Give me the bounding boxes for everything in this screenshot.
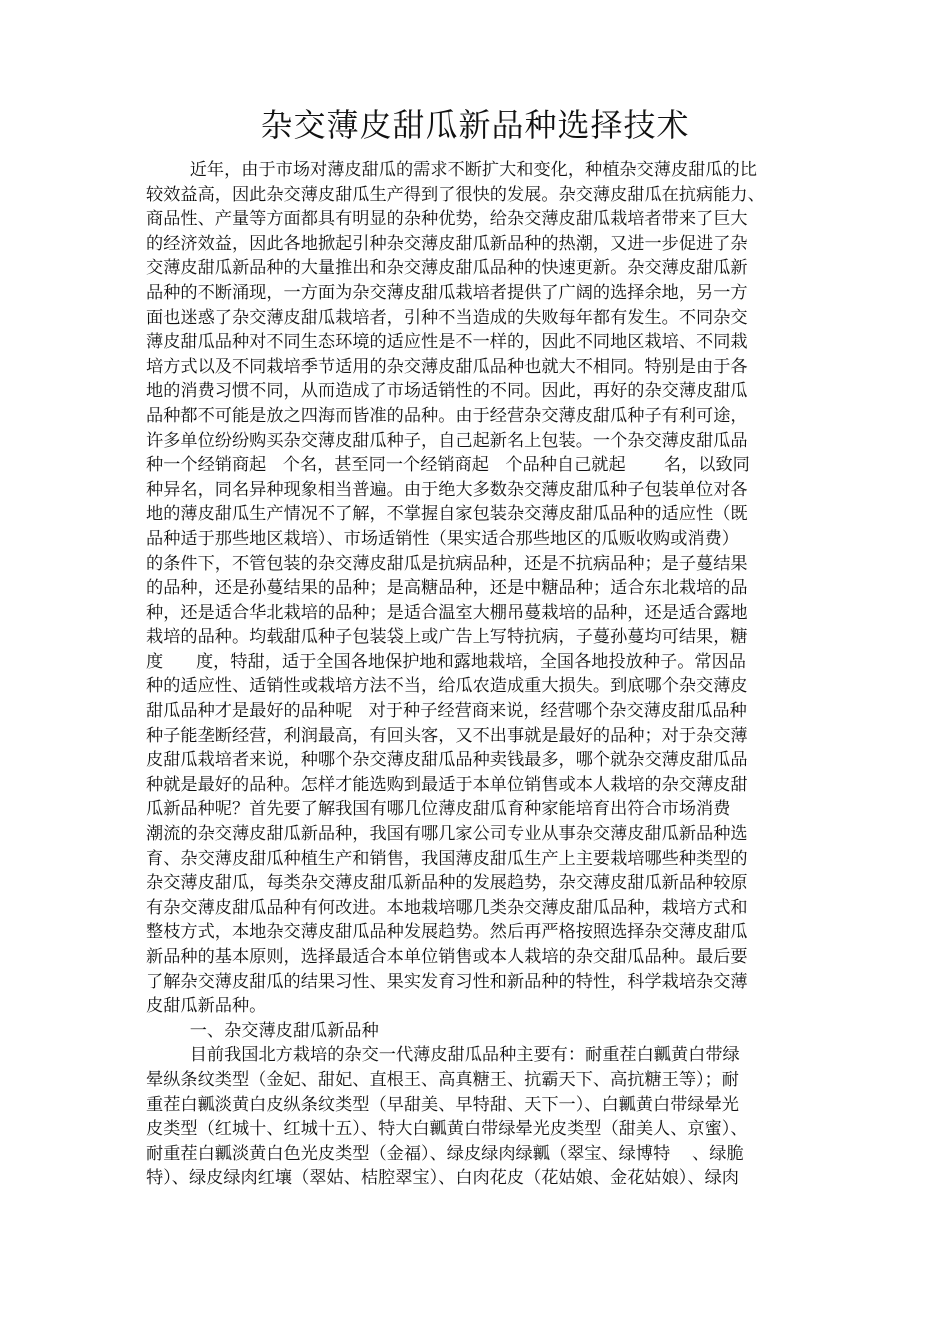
text-line: 新品种的基本原则，选择最适合本单位销售或本人栽培的杂交甜瓜品种。最后要 [146,947,748,967]
text-line: 皮类型（红城十、红城十五）、特大白瓤黄白带绿晕光皮类型（甜美人、京蜜）、 [146,1119,748,1140]
text-line: 重茬白瓤淡黄白皮纵条纹类型（早甜美、早特甜、天下一）、白瓤黄白带绿晕光 [146,1094,739,1115]
text-line: 地的消费习惯不同，从而造成了市场适销性的不同。因此，再好的杂交薄皮甜瓜 [146,381,748,402]
text-line: 种的适应性、适销性或栽培方法不当，给瓜农造成重大损失。到底哪个杂交薄皮 [146,676,748,697]
text-line: 一、杂交薄皮甜瓜新品种 [146,1020,379,1041]
text-line: 地的薄皮甜瓜生产情况不了解，不掌握自家包装杂交薄皮甜瓜品种的适应性（既 [146,504,748,525]
text-line: 薄皮甜瓜品种对不同生态环境的适应性是不一样的，因此不同地区栽培、不同栽 [146,332,748,353]
text-line: 了解杂交薄皮甜瓜的结果习性、果实发育习性和新品种的特性，科学栽培杂交薄 [146,971,748,992]
text-line: 皮甜瓜栽培者来说，种哪个杂交薄皮甜瓜品种卖钱最多，哪个就杂交薄皮甜瓜品 [146,750,748,771]
text-line: 栽培的品种。均载甜瓜种子包装袋上或广告上写特抗病，子蔓孙蔓均可结果，糖 [146,627,748,648]
text-line: 品种的不断涌现，一方面为杂交薄皮甜瓜栽培者提供了广阔的选择余地，另一方 [146,282,748,303]
text-line: 较效益高，因此杂交薄皮甜瓜生产得到了很快的发展。杂交薄皮甜瓜在抗病能力、 [146,184,765,205]
text-line: 的经济效益，因此各地掀起引种杂交薄皮甜瓜新品种的热潮，又进一步促进了杂 [146,233,748,254]
text-line: 品种都不可能是放之四海而皆准的品种。由于经营杂交薄皮甜瓜种子有利可途， [146,405,748,426]
text-line: 种异名，同名异种现象相当普遍。由于绝大多数杂交薄皮甜瓜种子包装单位对各 [146,479,748,500]
text-line: 瓜新品种呢？首先要了解我国有哪几位薄皮甜瓜育种家能培育出符合市场消费 [146,799,731,820]
text-line: 晕纵条纹类型（金妃、甜妃、直根王、高真糖王、抗霸天下、高抗糖王等）；耐 [146,1069,739,1090]
document-title: 杂交薄皮甜瓜新品种选择技术 [260,106,690,144]
text-line: 甜瓜品种才是最好的品种呢 对于种子经营商来说，经营哪个杂交薄皮甜瓜品种 [146,701,747,722]
text-line: 交薄皮甜瓜新品种的大量推出和杂交薄皮甜瓜品种的快速更新。杂交薄皮甜瓜新 [146,258,748,279]
text-line: 品种适于那些地区栽培）、市场适销性（果实适合那些地区的瓜贩收购或消费） [146,528,739,549]
text-line: 的条件下，不管包装的杂交薄皮甜瓜是抗病品种，还是不抗病品种；是子蔓结果 [146,553,748,574]
text-line: 种子能垄断经营，利润最高，有回头客，又不出事就是最好的品种；对于杂交薄 [146,725,748,746]
text-line: 皮甜瓜新品种。 [146,996,267,1017]
text-line: 目前我国北方栽培的杂交一代薄皮甜瓜品种主要有：耐重茬白瓤黄白带绿 [146,1045,740,1066]
text-line: 许多单位纷纷购买杂交薄皮甜瓜种子，自己起新名上包装。一个杂交薄皮甜瓜品 [146,430,748,451]
text-line: 杂交薄皮甜瓜，每类杂交薄皮甜瓜新品种的发展趋势，杂交薄皮甜瓜新品种较原 [146,873,748,894]
text-line: 的品种，还是孙蔓结果的品种；是高糖品种，还是中糖品种；适合东北栽培的品 [146,578,748,599]
text-line: 种一个经销商起 个名，甚至同一个经销商起 个品种自己就起 名，以致同 [146,455,750,476]
text-line: 度 度，特甜，适于全国各地保护地和露地栽培，全国各地投放种子。常因品 [146,651,746,672]
document-body [146,158,811,1191]
text-line: 近年，由于市场对薄皮甜瓜的需求不断扩大和变化，种植杂交薄皮甜瓜的比 [146,160,757,180]
text-line: 商品性、产量等方面都具有明显的杂种优势，给杂交薄皮甜瓜栽培者带来了巨大 [146,209,748,230]
text-line: 特）、绿皮绿肉红壤（翠姑、桔腔翠宝）、白肉花皮（花姑娘、金花姑娘）、绿肉 [146,1168,739,1189]
text-line: 育、杂交薄皮甜瓜种植生产和销售，我国薄皮甜瓜生产上主要栽培哪些种类型的 [146,848,748,869]
text-line: 种就是最好的品种。怎样才能选购到最适于本单位销售或本人栽培的杂交薄皮甜 [146,774,748,795]
text-line: 培方式以及不同栽培季节适用的杂交薄皮甜瓜品种也就大不相同。特别是由于各 [146,356,748,377]
text-line: 潮流的杂交薄皮甜瓜新品种，我国有哪几家公司专业从事杂交薄皮甜瓜新品种选 [146,824,748,845]
text-line: 种，还是适合华北栽培的品种；是适合温室大棚吊蔓栽培的品种，还是适合露地 [146,602,748,623]
text-line: 耐重茬白瓤淡黄白色光皮类型（金福）、绿皮绿肉绿瓤（翠宝、绿博特 、绿脆 [146,1143,744,1164]
text-line: 面也迷惑了杂交薄皮甜瓜栽培者，引种不当造成的失败每年都有发生。不同杂交 [146,307,748,328]
text-line: 有杂交薄皮甜瓜品种有何改进。本地栽培哪几类杂交薄皮甜瓜品种，栽培方式和 [146,897,748,918]
text-line: 整枝方式，本地杂交薄皮甜瓜品种发展趋势。然后再严格按照选择杂交薄皮甜瓜 [146,922,748,943]
